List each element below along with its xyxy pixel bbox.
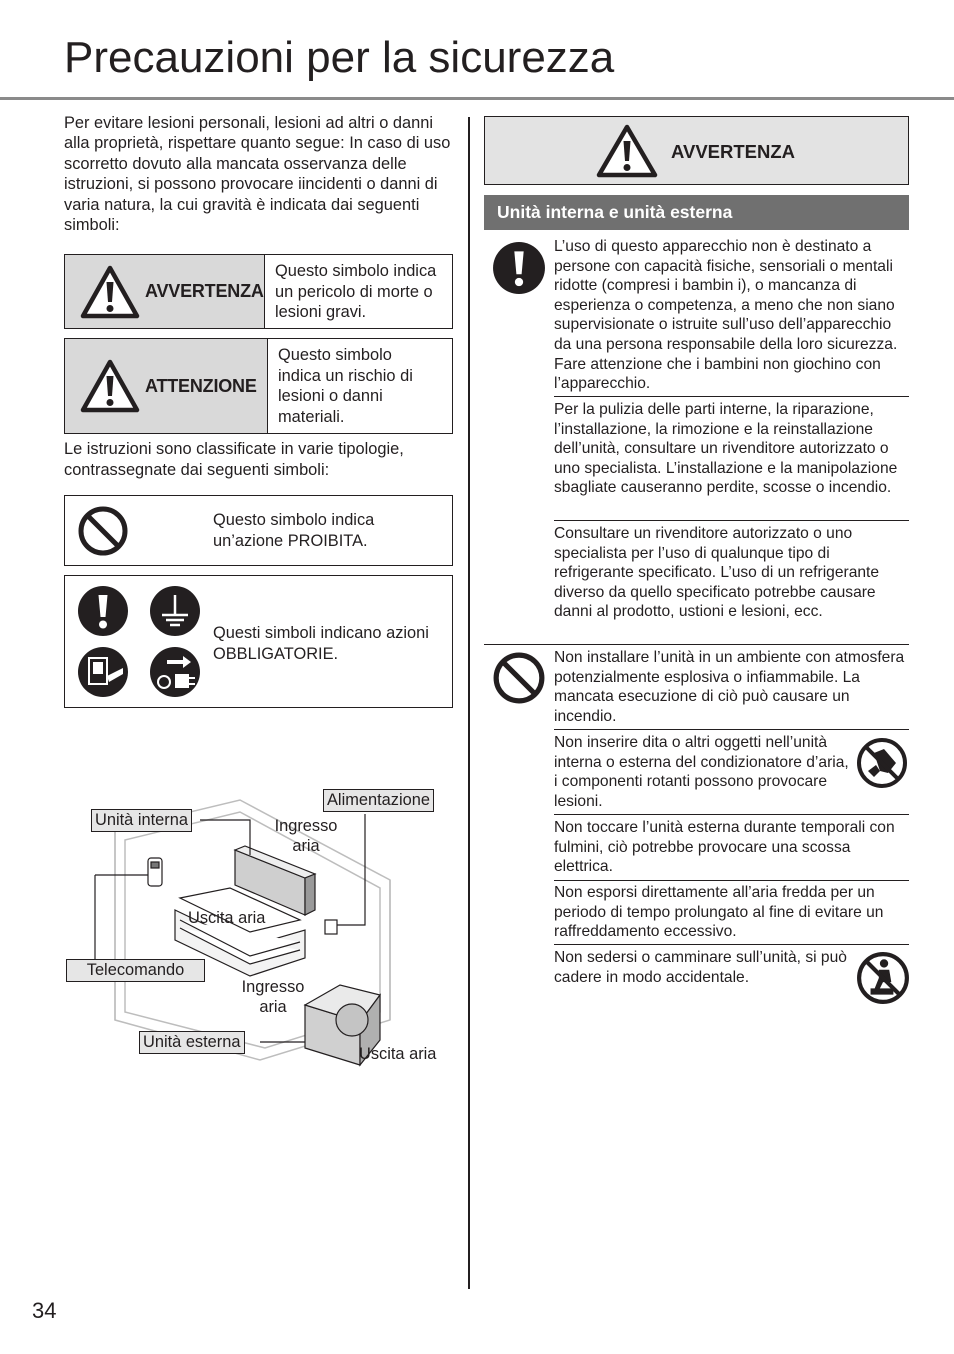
- prohibited-icon: [77, 505, 129, 557]
- avvertenza-label: AVVERTENZA: [145, 281, 264, 301]
- attenzione-description: Questo simbolo indica un rischio di lesioni o danni materiali.: [278, 346, 413, 426]
- caution-triangle-icon: [79, 358, 141, 414]
- prohibited-icon: [492, 651, 546, 705]
- rule: [554, 944, 909, 945]
- page-title: Precauzioni per la sicurezza: [64, 33, 615, 82]
- label-uscita-aria-1: Uscita aria: [188, 909, 266, 927]
- unplug-icon: [149, 646, 201, 698]
- mandatory-symbol-box: [64, 575, 453, 708]
- rule: [554, 729, 909, 730]
- warning-triangle-icon: [595, 123, 659, 179]
- warning-triangle-icon: [79, 264, 141, 320]
- label-uscita-aria-2: Uscita aria: [359, 1045, 437, 1063]
- rule: [554, 520, 909, 521]
- paragraph-6: Non toccare l’unità esterna durante temporali con fulmini, ciò potrebbe provocare una scossa elettrica.: [554, 819, 895, 876]
- prohibited-symbol-box: [64, 495, 453, 566]
- title-rule: [0, 97, 954, 100]
- rule: [484, 644, 909, 645]
- switch-off-icon: [77, 646, 129, 698]
- rule: [554, 396, 909, 397]
- classification-text: Le istruzioni sono classificate in varie tipologie, contrassegnate dai seguenti simboli:: [64, 440, 404, 479]
- label-unita-interna: Unità interna: [91, 809, 192, 832]
- ground-icon: [149, 585, 201, 637]
- no-sitting-icon: [856, 951, 910, 1005]
- warning-header: [484, 116, 909, 185]
- warning-label: AVVERTENZA: [671, 141, 796, 162]
- avvertenza-description: Questo simbolo indica un pericolo di morte o lesioni gravi.: [275, 262, 437, 322]
- paragraph-2: Per la pulizia delle parti interne, la riparazione, l’installazione, la rimozione e la reinstallazione dell’unità, consultare un rivenditore autorizzato o uno specialista. L’installazione e la manipolazione sbagliate causeranno perdite, scosse o incendio.: [554, 401, 898, 497]
- avvertenza-symbol-cell: [65, 255, 265, 328]
- paragraph-1: L’uso di questo apparecchio non è destinato a persone con capacità fisiche, sensoriali o mentali ridotte (compresi i bambin i), o mancanza di esperienza o competenza, a meno che non siano supervisionate o istruite sull’uso dell’apparecchio da una persona responsabile della loro sicurezza. Fare attenzione che i bambini non giochino con l’apparecchio.: [554, 238, 898, 393]
- no-fingers-icon: [856, 737, 908, 789]
- attenzione-symbol-cell: [65, 339, 268, 433]
- label-ingresso-aria-1: Ingresso aria: [274, 817, 338, 855]
- label-unita-esterna: Unità esterna: [139, 1031, 245, 1054]
- column-divider: [468, 117, 470, 1289]
- mandatory-exclamation-icon: [492, 241, 546, 295]
- paragraph-3: Consultare un rivenditore autorizzato o uno specialista per l’uso di qualunque tipo di refrigerante specificato. L’uso di un refrigerante diverso da quello specificato potrebbe causare danni al prodotto, ustioni e lesioni, ecc.: [554, 525, 880, 621]
- paragraph-7: Non esporsi direttamente all’aria fredda per un periodo di tempo prolungato al fine di evitare un raffreddamento eccessivo.: [554, 884, 884, 941]
- rule: [554, 814, 909, 815]
- mandatory-exclamation-icon: [77, 585, 129, 637]
- prohibited-description: Questo simbolo indica un’azione PROIBITA.: [213, 511, 375, 550]
- paragraph-5: Non inserire dita o altri oggetti nell’unità interna o esterna del condizionatore d’aria, i componenti rotanti possono provocare lesioni.: [554, 734, 849, 810]
- section-title: Unità interna e unità esterna: [484, 195, 909, 230]
- rule: [554, 880, 909, 881]
- page-number: 34: [32, 1298, 57, 1323]
- attenzione-symbol-box: [64, 338, 453, 434]
- paragraph-4: Non installare l’unità in un ambiente con atmosfera potenzialmente esplosiva o infiammabile. La mancata esecuzione di ciò può causare un incendio.: [554, 649, 905, 725]
- label-alimentazione: Alimentazione: [323, 789, 434, 812]
- attenzione-label: ATTENZIONE: [145, 375, 257, 396]
- intro-text: Per evitare lesioni personali, lesioni ad altri o danni alla proprietà, rispettare quanto segue: In caso di uso scorretto dovuto alla mancata osservanza delle istruzioni, si possono provocare iincidenti o danni di varia natura, la cui gravità è indicata dai seguenti simboli:: [64, 114, 451, 235]
- paragraph-8: Non sedersi o camminare sull’unità, si può cadere in modo accidentale.: [554, 949, 847, 986]
- label-ingresso-aria-2: Ingresso aria: [241, 978, 305, 1016]
- mandatory-description: Questi simboli indicano azioni OBBLIGATORIE.: [213, 624, 429, 663]
- avvertenza-symbol-box: [64, 254, 453, 329]
- label-telecomando: Telecomando: [66, 959, 205, 982]
